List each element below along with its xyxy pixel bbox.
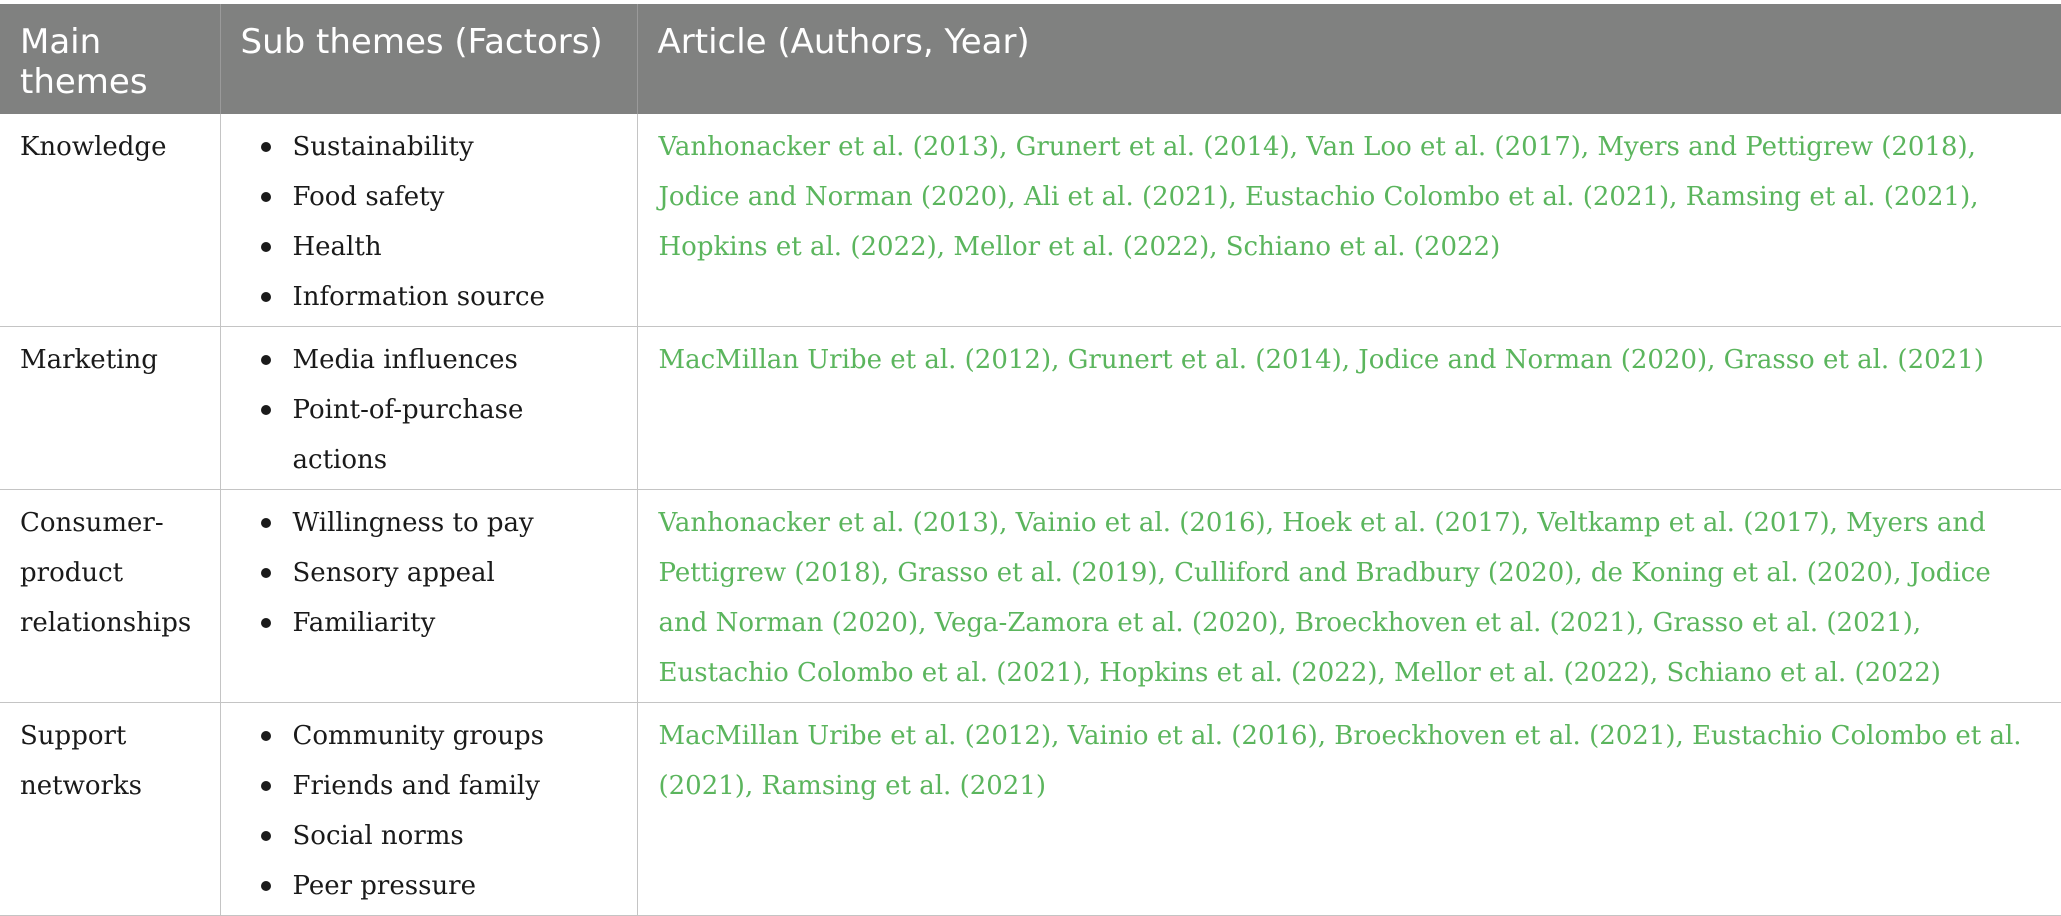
factor-label: Social norms (292, 821, 464, 851)
table-row (0, 114, 2061, 327)
factor-label: Information source (292, 282, 545, 312)
bullet-dot-icon (261, 518, 271, 528)
factors-cell (220, 114, 637, 327)
list-item (241, 272, 617, 322)
factors-cell (220, 703, 637, 916)
list-item (241, 811, 617, 861)
bullet-dot-icon (261, 405, 271, 415)
bullet-dot-icon (261, 831, 271, 841)
list-item (241, 861, 617, 911)
theme-cell: Knowledge (0, 114, 220, 327)
list-item (241, 548, 617, 598)
list-item (241, 172, 617, 222)
theme-cell: Consumer-product relationships (0, 490, 220, 703)
factor-label: Familiarity (292, 608, 436, 638)
header-articles: Article (Authors, Year) (637, 2, 2061, 114)
factor-label: Friends and family (292, 771, 540, 801)
factor-list (241, 122, 617, 322)
theme-cell: Marketing (0, 327, 220, 490)
list-item (241, 385, 617, 485)
bullet-dot-icon (261, 355, 271, 365)
article-citations[interactable]: MacMillan Uribe et al. (2012), Vainio et al. (2016), Broeckhoven et al. (2021), Eustachio Colombo et al. (2021), Ramsing et al. (2021) (637, 703, 2061, 916)
table-row (0, 327, 2061, 490)
bullet-dot-icon (261, 142, 271, 152)
factors-cell (220, 490, 637, 703)
bullet-dot-icon (261, 881, 271, 891)
factor-label: Sustainability (292, 132, 474, 162)
list-item (241, 761, 617, 811)
list-item (241, 222, 617, 272)
theme-cell: Support networks (0, 703, 220, 916)
header-row (0, 2, 2061, 114)
factor-label: Food safety (292, 182, 445, 212)
header-main-themes: Main themes (0, 2, 220, 114)
list-item (241, 498, 617, 548)
article-citations[interactable]: Vanhonacker et al. (2013), Grunert et al. (2014), Van Loo et al. (2017), Myers and Pettigrew (2018), Jodice and Norman (2020), Ali et al. (2021), Eustachio Colombo et al. (2021), Ramsing et al. (2021), Hopkins et al. (2022), Mellor et al. (2022), Schiano et al. (2022) (637, 114, 2061, 327)
table-row (0, 703, 2061, 916)
table-row (0, 490, 2061, 703)
factor-list (241, 498, 617, 648)
bullet-dot-icon (261, 568, 271, 578)
factor-label: Willingness to pay (292, 508, 534, 538)
list-item (241, 335, 617, 385)
bullet-dot-icon (261, 731, 271, 741)
header-sub-themes: Sub themes (Factors) (220, 2, 637, 114)
factor-label: Sensory appeal (292, 558, 495, 588)
article-citations[interactable]: Vanhonacker et al. (2013), Vainio et al. (2016), Hoek et al. (2017), Veltkamp et al. (2017), Myers and Pettigrew (2018), Grasso et al. (2019), Culliford and Bradbury (2020), de Koning et al. (2020), Jodice and Norman (2020), Vega-Zamora et al. (2020), Broeckhoven et al. (2021), Grasso et al. (2021), Eustachio Colombo et al. (2021), Hopkins et al. (2022), Mellor et al. (2022), Schiano et al. (2022) (637, 490, 2061, 703)
bullet-dot-icon (261, 781, 271, 791)
bullet-dot-icon (261, 242, 271, 252)
list-item (241, 598, 617, 648)
bullet-dot-icon (261, 292, 271, 302)
factor-list (241, 335, 617, 485)
factor-label: Media influences (292, 345, 518, 375)
bullet-dot-icon (261, 192, 271, 202)
factor-label: Health (292, 232, 382, 262)
list-item (241, 711, 617, 761)
factor-label: Peer pressure (292, 871, 476, 901)
bullet-dot-icon (261, 618, 271, 628)
list-item (241, 122, 617, 172)
factor-label: Community groups (292, 721, 545, 751)
factor-label: Point-of-purchase actions (292, 395, 524, 475)
factors-cell (220, 327, 637, 490)
article-citations[interactable]: MacMillan Uribe et al. (2012), Grunert et al. (2014), Jodice and Norman (2020), Grasso et al. (2021) (637, 327, 2061, 490)
factor-list (241, 711, 617, 911)
